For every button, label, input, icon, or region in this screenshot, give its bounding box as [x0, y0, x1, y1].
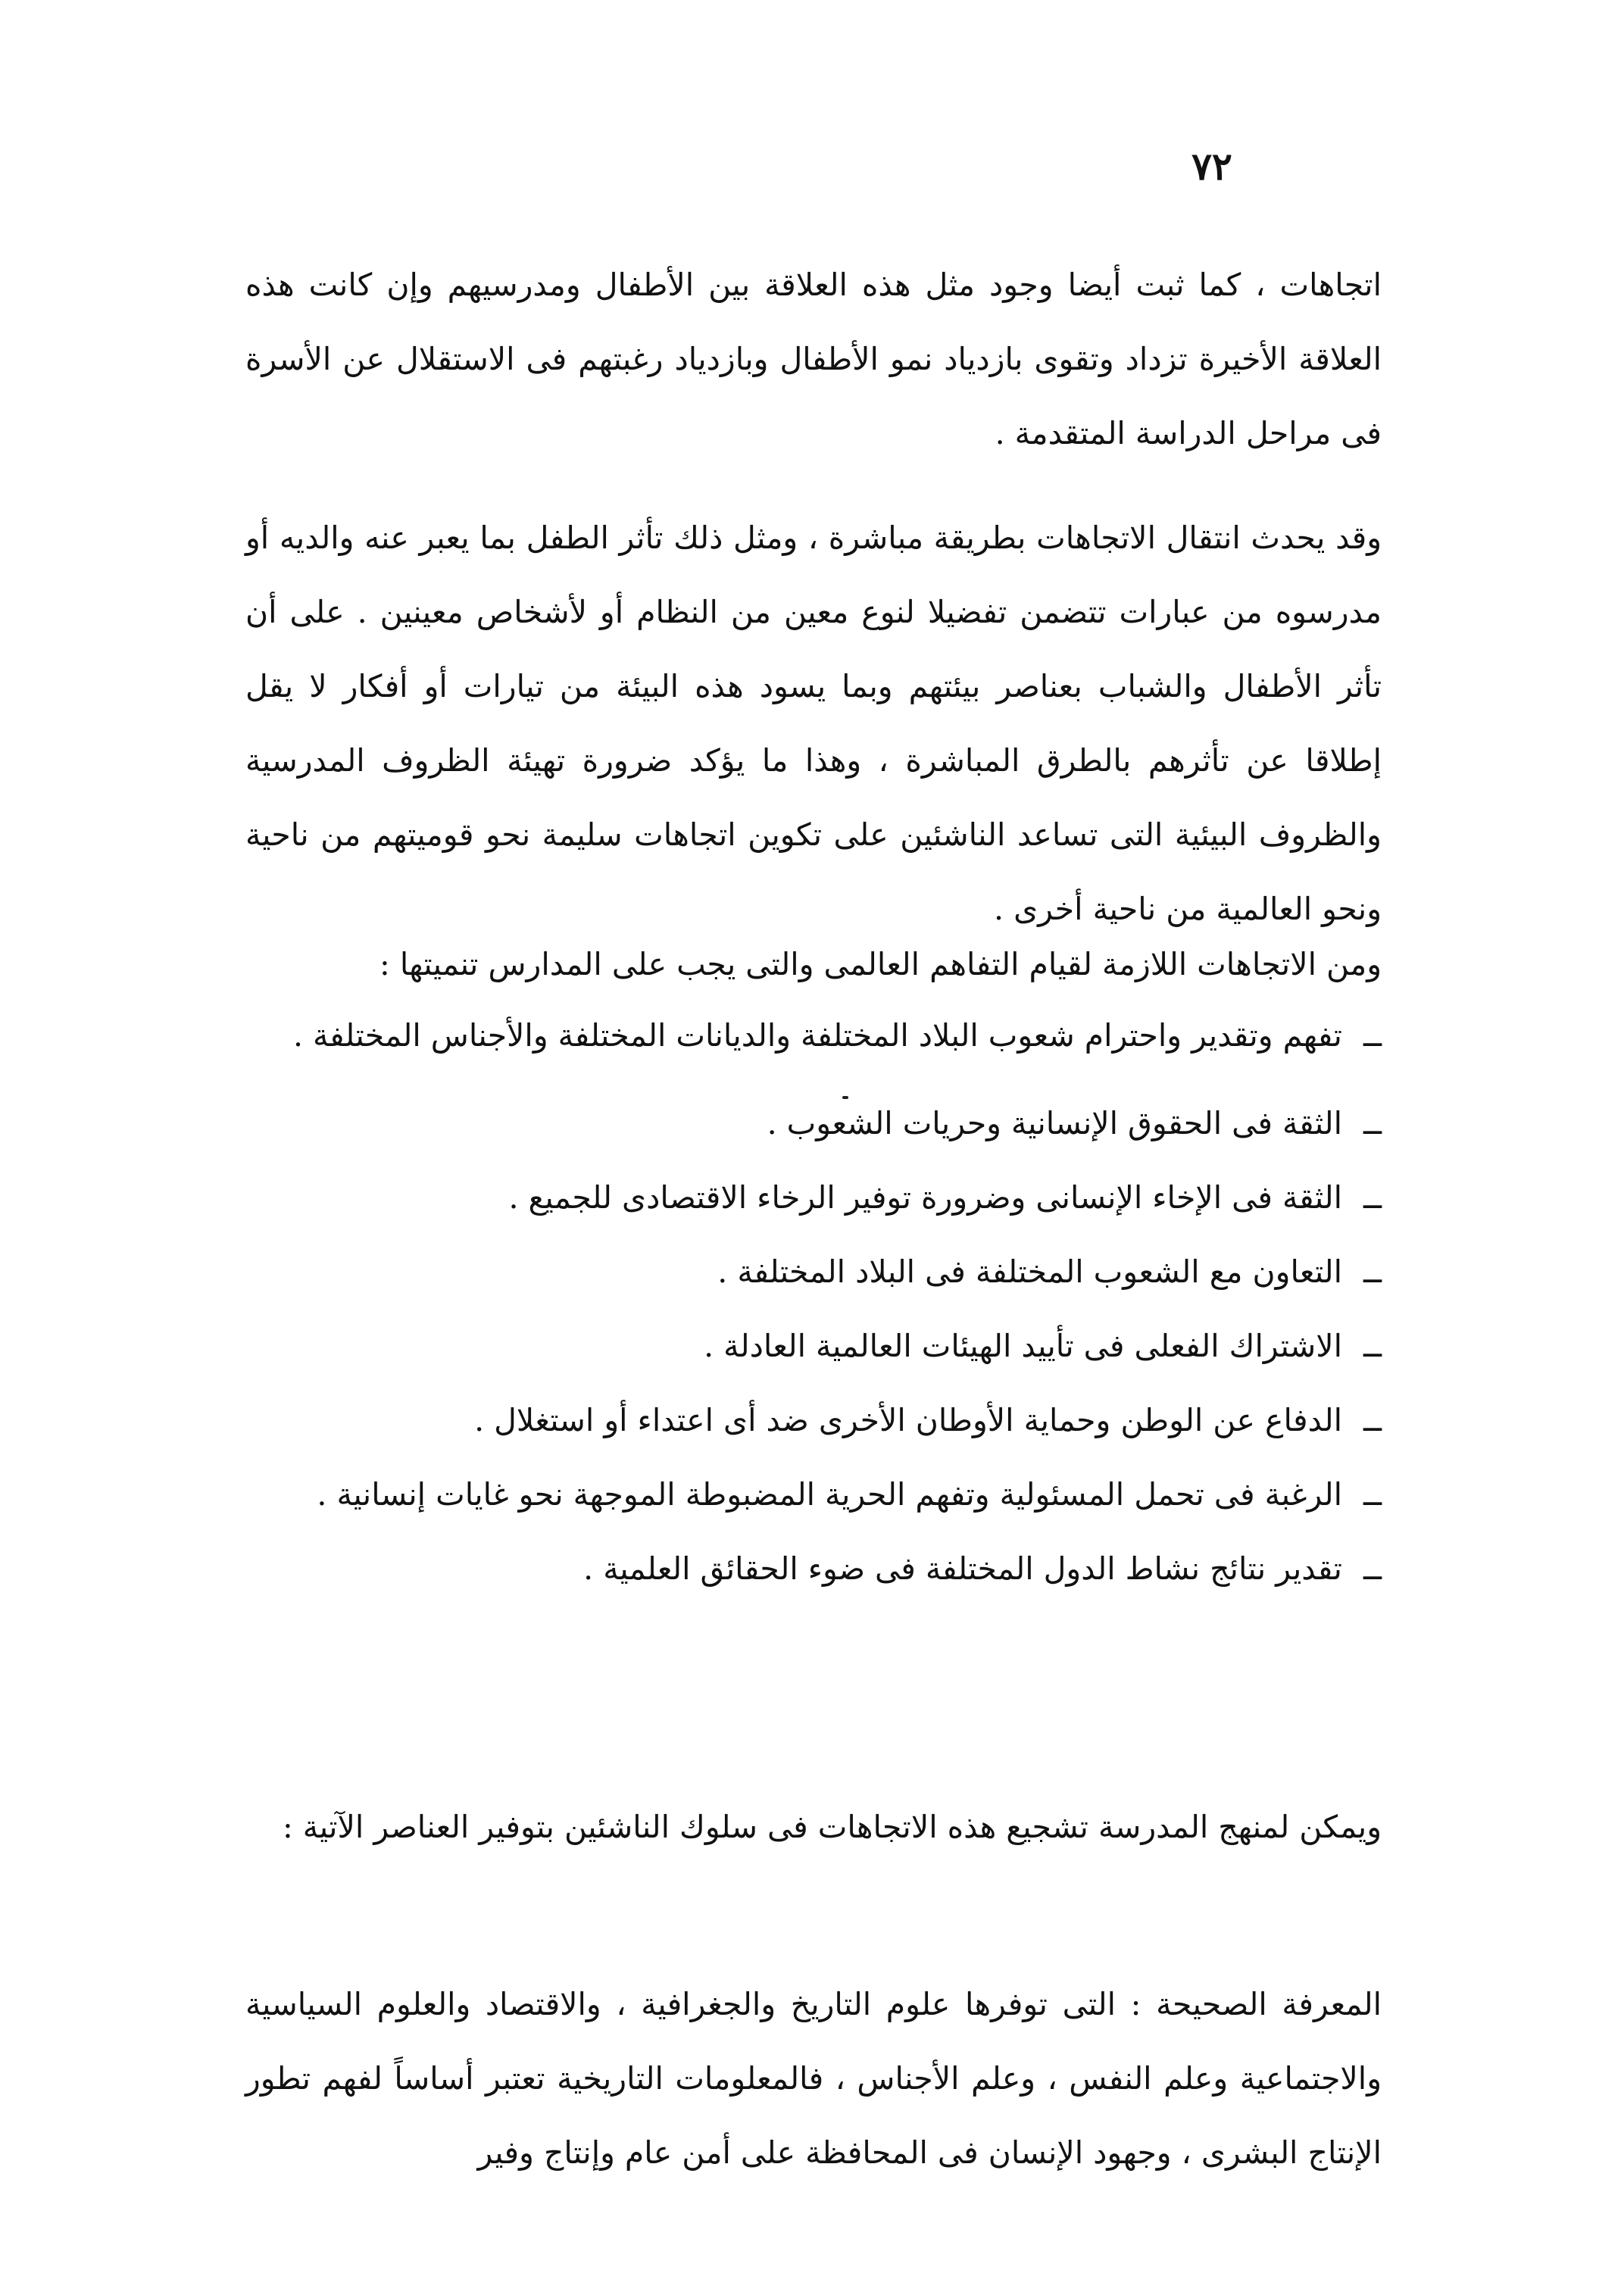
list-item — [245, 1160, 1382, 1235]
paragraph-2: وقد يحدث انتقال الاتجاهات بطريقة مباشرة ، ومثل ذلك تأثر الطفل بما يعبر عنه والديه أو مدرسوه من عبارات تتضمن تفضيلا لنوع معين من النظام أو لأشخاص معينين . على أن تأثر الأطفال والشباب بعناصر بيئتهم وبما يسود هذه البيئة من تيارات أو أفكار لا يقل إطلاقا عن تأثرهم بالطرق المباشرة ، وهذا ما يؤكد ضرورة تهيئة الظروف المدرسية والظروف البيئية التى تساعد الناشئين على تكوين اتجاهات سليمة نحو قوميتهم من ناحية ونحو العالمية من ناحية أخرى . — [245, 520, 1382, 927]
list-item — [245, 1235, 1382, 1309]
list-item-text: الاشتراك الفعلى فى تأييد الهيئات العالمية العادلة . — [704, 1328, 1342, 1364]
paragraph-1: اتجاهات ، كما ثبت أيضا وجود مثل هذه العلاقة بين الأطفال ومدرسيهم وإن كانت هذه العلاقة الأخيرة تزداد وتقوى بازدياد نمو الأطفال وبازدياد رغبتهم فى الاستقلال عن الأسرة فى مراحل الدراسة المتقدمة . — [245, 267, 1382, 451]
list-item — [245, 1457, 1382, 1532]
list-item — [245, 1532, 1382, 1606]
list-item — [245, 998, 1382, 1073]
list-item — [245, 1383, 1382, 1457]
attitudes-list — [245, 998, 1382, 1606]
scan-speck — [842, 1096, 848, 1099]
list-item — [245, 1086, 1382, 1160]
list-item-dash: ــ — [1363, 1550, 1382, 1587]
list-item-text: تقدير نتائج نشاط الدول المختلفة فى ضوء الحقائق العلمية . — [583, 1550, 1342, 1587]
paragraph-3: ومن الاتجاهات اللازمة لقيام التفاهم العالمى والتى يجب على المدارس تنميتها : — [379, 946, 1382, 982]
list-item — [245, 1309, 1382, 1383]
list-item-text: الدفاع عن الوطن وحماية الأوطان الأخرى ضد أى اعتداء أو استغلال . — [474, 1402, 1342, 1438]
list-item-text: تفهم وتقدير واحترام شعوب البلاد المختلفة والديانات المختلفة والأجناس المختلفة . — [292, 1017, 1342, 1054]
list-item-text: الثقة فى الإخاء الإنسانى وضرورة توفير الرخاء الاقتصادى للجميع . — [508, 1179, 1342, 1216]
list-item-dash: ــ — [1363, 1328, 1382, 1364]
list-item-dash: ــ — [1363, 1105, 1382, 1141]
list-item-dash: ــ — [1363, 1476, 1382, 1513]
list-item-dash: ــ — [1363, 1254, 1382, 1290]
page-number: ٧٢ — [1191, 144, 1232, 189]
list-item-text: الثقة فى الحقوق الإنسانية وحريات الشعوب . — [767, 1105, 1342, 1141]
list-item-dash: ــ — [1363, 1179, 1382, 1216]
list-item-dash: ــ — [1363, 1017, 1382, 1054]
paragraph-5: المعرفة الصحيحة : التى توفرها علوم التاريخ والجغرافية ، والاقتصاد والعلوم السياسية والاجتماعية وعلم النفس ، وعلم الأجناس ، فالمعلومات التاريخية تعتبر أساساً لفهم تطور الإنتاج البشرى ، وجهود الإنسان فى المحافظة على أمن عام وإنتاج وفير — [245, 1986, 1382, 2171]
list-item-text: التعاون مع الشعوب المختلفة فى البلاد المختلفة . — [717, 1254, 1342, 1290]
list-item-dash: ــ — [1363, 1402, 1382, 1438]
paragraph-4: ويمكن لمنهج المدرسة تشجيع هذه الاتجاهات فى سلوك الناشئين بتوفير العناصر الآتية : — [282, 1809, 1382, 1845]
list-item-text: الرغبة فى تحمل المسئولية وتفهم الحرية المضبوطة الموجهة نحو غايات إنسانية . — [317, 1476, 1342, 1513]
